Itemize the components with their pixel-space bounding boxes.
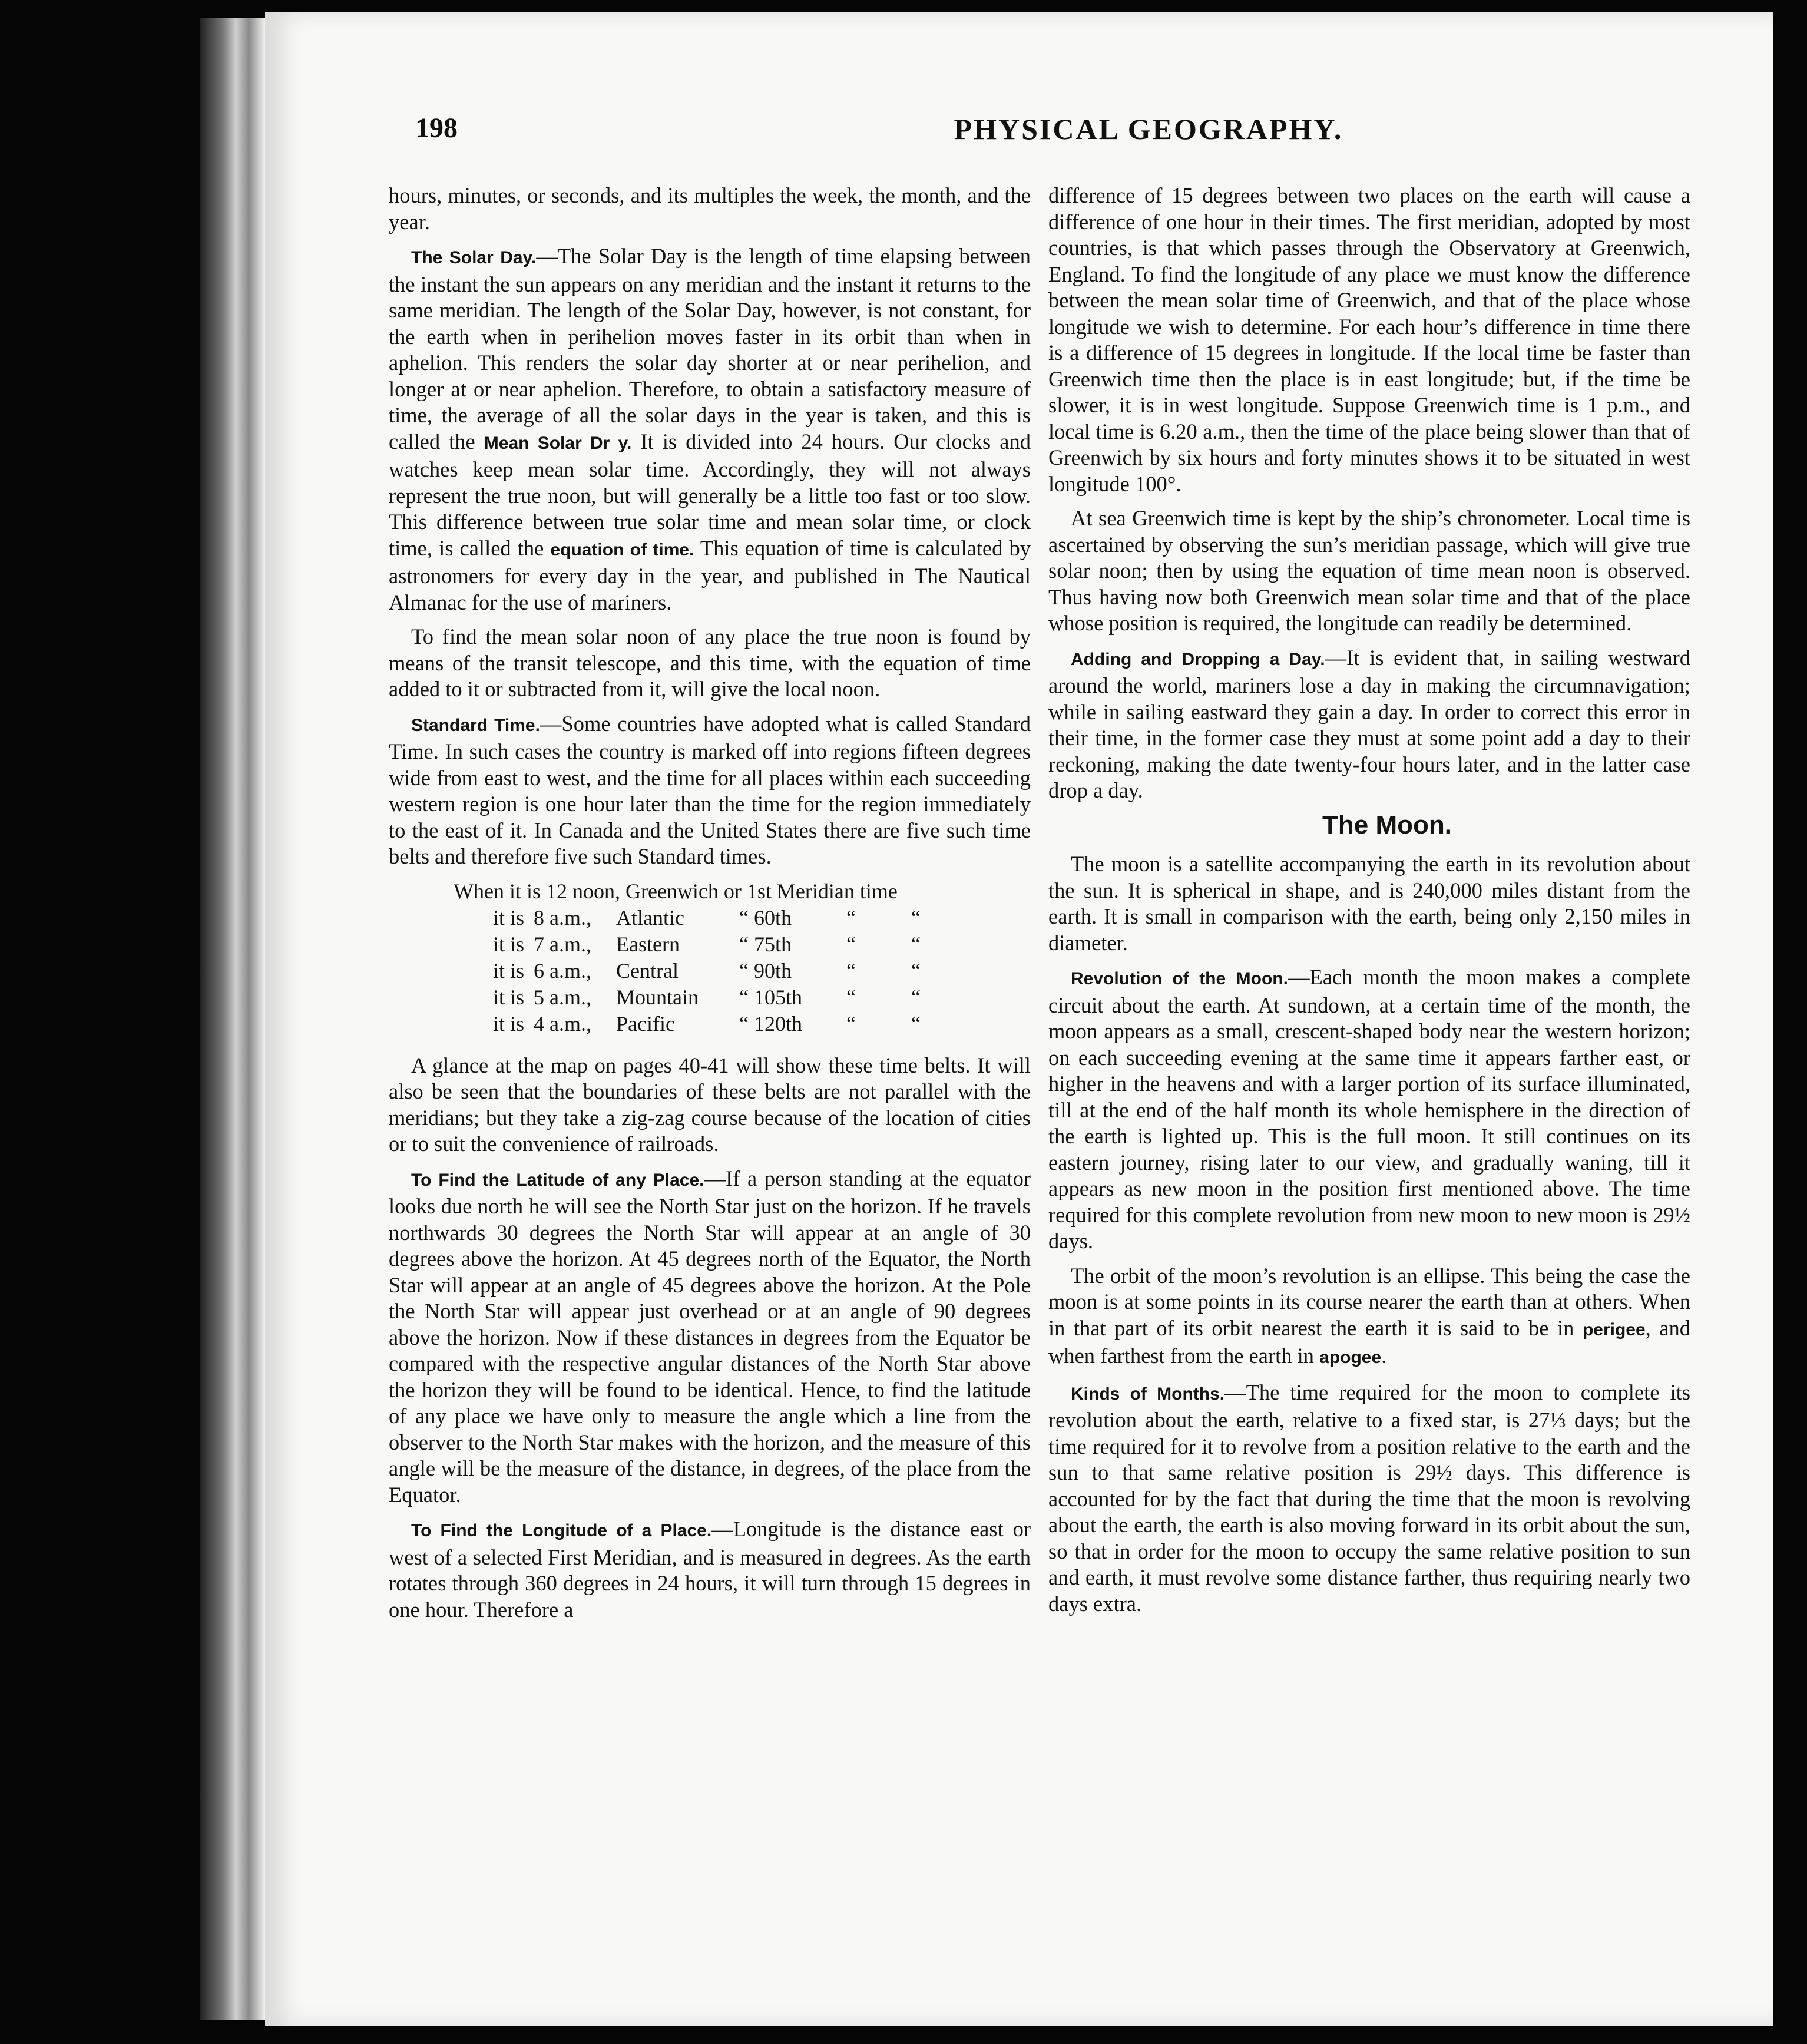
cell-it-is: it is: [492, 1011, 524, 1036]
cell-meridian: 75th: [754, 932, 792, 956]
paragraph-text: The orbit of the moon’s revolution is an ellipse. This being the case the moon is at some points in its course nearer the earth than at others. When in that part of its orbit nearest the earth it is said to be in: [1048, 1263, 1690, 1340]
cell-zone: Mountain: [616, 985, 699, 1009]
cell-ditto: “: [739, 1011, 749, 1036]
cell-it-is: it is: [492, 958, 524, 983]
cell-time: 5 a.m.,: [534, 985, 591, 1009]
cell-ditto: “: [846, 985, 856, 1009]
left-column: [389, 183, 1031, 1631]
run-in-heading: Standard Time.: [411, 715, 540, 735]
paragraph-text: —It is evident that, in sailing westward around the world, mariners lose a day in making the circumnavigation; while in sailing eastward they gain a day. In order to correct this error in their time, in the former case they must at some point add a day to their reckoning, making the date twenty-four hours later, and in the latter case drop a day.: [1048, 645, 1690, 802]
run-in-heading: Kinds of Months.: [1071, 1384, 1225, 1404]
run-in-heading: The Solar Day.: [411, 248, 537, 267]
cell-ditto: “: [739, 985, 749, 1009]
paragraph-kinds-of-months: [1048, 1380, 1690, 1618]
paragraph-longitude: [389, 1516, 1031, 1623]
cell-ditto: “: [739, 905, 749, 930]
page-number: 198: [415, 113, 458, 144]
cell-meridian: 90th: [754, 958, 792, 983]
paragraph-orbit: [1048, 1263, 1690, 1371]
run-in-heading: Revolution of the Moon.: [1071, 969, 1288, 988]
cell-zone: Pacific: [616, 1011, 675, 1036]
table-intro: When it is 12 noon, Greenwich or 1st Meridian time: [454, 879, 898, 903]
run-in-heading: To Find the Longitude of a Place.: [411, 1521, 712, 1540]
cell-time: 4 a.m.,: [534, 1011, 591, 1036]
term-mean-solar-day: Mean Solar Dr y.: [484, 433, 632, 453]
run-in-heading: To Find the Latitude of any Place.: [411, 1170, 704, 1190]
paragraph-text: —If a person standing at the equator looks due north he will see the North Star just on the horizon. If he travels northwards 30 degrees the North Star will appear at an angle of 30 degrees above the horizon. At 45 degrees north of the Equator, the North Star will appear at an angle of 45 degrees above the horizon. At the Pole the North Star will appear just overhead or at an angle of 90 degrees above the horizon. Now if these distances in degrees from the Equator be compared with the respective angular distances of the North Star above the horizon they will be found to be identical. Hence, to find the latitude of any place we have only to measure the angle which a line from the observer to the North Star makes with the horizon, and the measure of this angle will be the measure of the distance, in degrees, of the place from the Equator.: [389, 1166, 1031, 1507]
book-spine-edge: [200, 18, 265, 2020]
cell-ditto: “: [911, 958, 921, 983]
paragraph-continuation: difference of 15 degrees between two places on the earth will cause a difference of one hour in their times. The first meridian, adopted by most countries, is that which passes through the Observatory at Greenwich, England. To find the longitude of any place we must know the difference between the mean solar time of Greenwich, and that of the place whose longitude we wish to determine. For each hour’s difference in time there is a difference of 15 degrees in longitude. If the local time be faster than Greenwich time then the place is in east longitude; but, if the time be slower, it is in west longitude. Suppose Greenwich time is 1 p.m., and local time is 6.20 a.m., then the time of the place being slower than that of Greenwich by six hours and forty minutes shows it to be situated in west longitude 100°.: [1048, 183, 1690, 496]
paragraph-at-sea: At sea Greenwich time is kept by the ship’s chronometer. Local time is ascertained by observing the sun’s meridian passage, which will give true solar noon; then by using the equation of time mean noon is observed. Thus having now both Greenwich mean solar time and that of the place whose position is required, the longitude can readily be determined.: [1048, 506, 1690, 635]
cell-it-is: it is: [492, 905, 524, 930]
paragraph-latitude: [389, 1166, 1031, 1509]
cell-it-is: it is: [492, 932, 524, 956]
paragraph-solar-day: [389, 243, 1031, 616]
cell-ditto: “: [846, 905, 856, 930]
cell-ditto: “: [739, 958, 749, 983]
paragraph-standard-time: [389, 711, 1031, 870]
paragraph-mean-noon: To find the mean solar noon of any place the true noon is found by means of the transit telescope, and this time, with the equation of time added to it or subtracted from it, will give the local noon.: [389, 624, 1031, 701]
paragraph-text: —Each month the moon makes a complete circuit about the earth. At sundown, at a certain time of the month, the moon appears as a small, crescent-shaped body near the western horizon; on each succeeding evening at the same time it appears farther east, or higher in the heavens and with a larger portion of its surface illuminated, till at the end of the half month its whole hemisphere in the direction of the earth is lighted up. This is the full moon. It still continues on its eastern journey, rising later to our view, and gradually waning, till it appears as new moon in the position first mentioned above. The time required for this complete revolution from new moon to new moon is 29½ days.: [1048, 965, 1690, 1253]
cell-ditto: “: [911, 1011, 921, 1036]
term-perigee: perigee: [1582, 1319, 1646, 1339]
paragraph-revolution: [1048, 964, 1690, 1255]
paragraph-text: , and when farthest from the earth in: [1048, 1315, 1690, 1368]
paragraph-text: —The Solar Day is the length of time elapsing between the instant the sun appears on any meridian and the instant it returns to the same meridian. The length of the Solar Day, however, is not constant, for the earth when in perihelion moves faster in its orbit than when in aphelion. This renders the solar day shorter at or near perihelion, and longer at or near aphelion. Therefore, to obtain a satisfactory measure of time, the average of all the solar days in the year is taken, and this is called the: [389, 244, 1031, 454]
cell-meridian: 120th: [754, 1011, 803, 1036]
cell-ditto: “: [911, 905, 921, 930]
cell-zone: Atlantic: [616, 905, 684, 930]
cell-time: 7 a.m.,: [534, 932, 591, 956]
table-row: [389, 1011, 1031, 1037]
cell-zone: Eastern: [616, 932, 680, 956]
paragraph-text: .: [1381, 1344, 1387, 1368]
term-equation-of-time: equation of time.: [550, 540, 694, 560]
run-in-heading: Adding and Dropping a Day.: [1071, 649, 1325, 669]
paragraph-adding-dropping: [1048, 645, 1690, 804]
table-row: [389, 931, 1031, 958]
paragraph-text: It is divided into 24 hours. Our clocks and watches keep mean solar time. Accordingly, they will not always represent the true noon, but will generally be a little too fast or too slow. This difference between true solar time and mean solar time, or clock time, is called the: [389, 429, 1031, 560]
paragraph-moon-intro: The moon is a satellite accompanying the earth in its revolution about the sun. It is spherical in shape, and is 240,000 miles distant from the earth. It is small in comparison with the earth, being only 2,150 miles in diameter.: [1048, 852, 1690, 955]
paragraph-glance: A glance at the map on pages 40-41 will show these time belts. It will also be seen that the boundaries of these belts are not parallel with the meridians; but they take a zig-zag course because of the location of cities or to suit the convenience of railroads.: [389, 1053, 1031, 1156]
cell-it-is: it is: [492, 985, 524, 1009]
table-row: [389, 984, 1031, 1011]
cell-zone: Central: [616, 958, 679, 983]
running-title: PHYSICAL GEOGRAPHY.: [954, 113, 1343, 145]
section-title-moon: The Moon.: [1322, 810, 1452, 839]
cell-ditto: “: [846, 958, 856, 983]
paragraph-continuation: hours, minutes, or seconds, and its multiples the week, the month, and the year.: [389, 183, 1031, 234]
cell-ditto: “: [846, 932, 856, 956]
table-row: [389, 958, 1031, 984]
time-zone-table: [389, 878, 1031, 1037]
cell-ditto: “: [846, 1011, 856, 1036]
table-row: [389, 905, 1031, 931]
paragraph-text: —The time required for the moon to complete its revolution about the earth, relative to a fixed star, is 27⅓ days; but the time required for it to revolve from a position relative to the earth and the sun to that same relative position is 29½ days. This difference is accounted for by the fact that during the time that the moon is revolving about the earth, the earth is also moving forward in its orbit about the sun, so that in order for the moon to occupy the same relative position to sun and earth, it must revolve some distance farther, thus requiring nearly two days extra.: [1048, 1380, 1690, 1616]
cell-time: 6 a.m.,: [534, 958, 591, 983]
right-column: [1048, 183, 1690, 1625]
cell-ditto: “: [911, 985, 921, 1009]
term-apogee: apogee: [1319, 1348, 1382, 1367]
paragraph-text: This equation of time is calculated by astronomers for every day in the year, and published in The Nautical Almanac for the use of mariners.: [389, 535, 1031, 614]
cell-meridian: 60th: [754, 905, 792, 930]
cell-ditto: “: [911, 932, 921, 956]
book-page: [265, 12, 1773, 2026]
cell-ditto: “: [739, 932, 749, 956]
cell-meridian: 105th: [754, 985, 803, 1009]
paragraph-text: —Longitude is the distance east or west of a selected First Meridian, and is measured in degrees. As the earth rotates through 360 degrees in 24 hours, it will turn through 15 degrees in one hour. Therefore a: [389, 1517, 1031, 1622]
cell-time: 8 a.m.,: [534, 905, 591, 930]
page-header: [415, 112, 1764, 165]
paragraph-text: —Some countries have adopted what is called Standard Time. In such cases the country is marked off into regions fifteen degrees wide from east to west, and the time for all places within each succeeding western region is one hour later than the time for the region immediately to the east of it. In Canada and the United States there are five such time belts and therefore five such Standard times.: [389, 711, 1031, 868]
